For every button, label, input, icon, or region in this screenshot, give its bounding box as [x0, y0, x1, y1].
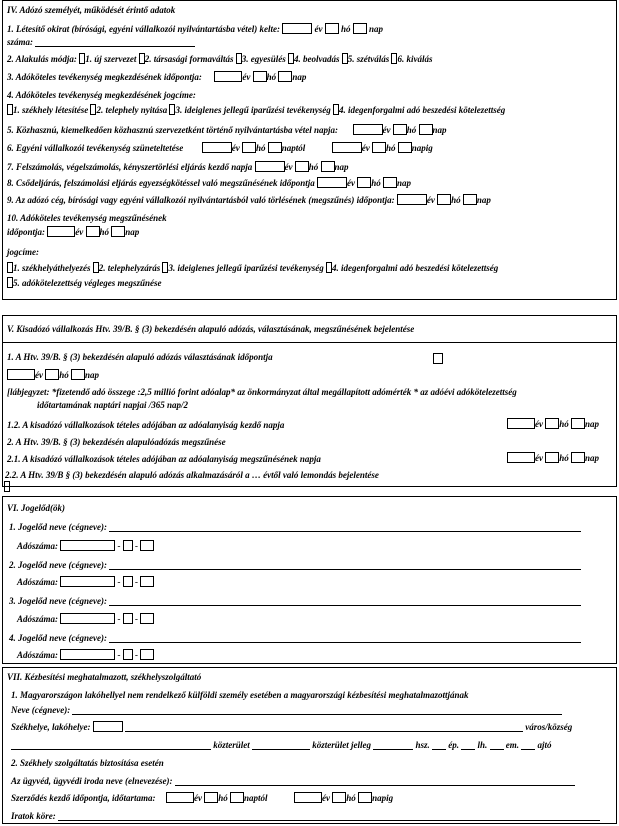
formation-option: 1. új szervezet	[85, 53, 137, 64]
day-box[interactable]	[419, 124, 433, 135]
to-day-unit: napig	[411, 142, 433, 153]
month-box[interactable]	[332, 792, 346, 803]
waiver-checkbox[interactable]	[4, 481, 10, 492]
seat-label: Székhelye, lakóhelye:	[11, 721, 91, 732]
street-name-field[interactable]	[11, 741, 211, 750]
day-unit: nap	[85, 369, 100, 380]
day-unit: nap	[585, 452, 600, 463]
small-tax-choice-checkbox[interactable]	[433, 353, 443, 364]
tax-number-vat-box[interactable]	[123, 576, 133, 587]
row-bankruptcy	[7, 177, 411, 188]
day-box[interactable]	[321, 161, 335, 172]
public-benefit-label: 5. Közhasznú, kiemelkedően közhasznú szervezetként történő nyilvántartásba vétel napja:	[7, 124, 339, 135]
founding-year-box[interactable]	[282, 23, 312, 34]
day-unit: nap	[397, 177, 412, 188]
day-box[interactable]	[111, 226, 125, 237]
building-label: ép.	[448, 739, 460, 750]
day-box[interactable]	[398, 142, 412, 153]
month-unit: hó	[406, 124, 417, 135]
year-box[interactable]	[47, 226, 75, 237]
dash: -	[117, 576, 121, 587]
predecessor-name-row	[9, 595, 581, 606]
documents-field[interactable]	[58, 812, 600, 821]
start-reason-option: 4. idegenforgalmi adó beszedési kötelezettség	[338, 104, 506, 115]
month-box[interactable]	[242, 142, 256, 153]
floor-field[interactable]	[490, 741, 504, 750]
building-field[interactable]	[432, 741, 446, 750]
day-box[interactable]	[463, 194, 477, 205]
predecessor-tax-row	[17, 576, 154, 587]
predecessor-tax-label: Adószáma:	[17, 576, 59, 587]
tax-number-county-box[interactable]	[140, 613, 154, 624]
documents-row	[11, 810, 600, 821]
delivery-agent-name-label: Neve (cégneve):	[11, 704, 71, 715]
formation-option: 5. szétválás	[347, 53, 390, 64]
footnote-line-2: időtartamának naptári napjai /365 nap/2	[37, 400, 189, 410]
floor-label: em.	[505, 739, 520, 750]
delivery-agent-name-row	[11, 704, 562, 715]
day-unit: nap	[292, 71, 307, 82]
month-box[interactable]	[253, 71, 267, 82]
small-tax-end-label: 2. A Htv. 39/B. § (3) bekezdésén alapulóadózás megszűnése	[7, 437, 226, 447]
year-box[interactable]	[7, 369, 35, 380]
predecessor-tax-label: Adószáma:	[17, 613, 59, 624]
formation-label: 2. Alakulás módja:	[7, 53, 77, 64]
year-box[interactable]	[255, 161, 285, 172]
dash: -	[135, 613, 139, 624]
year-unit: év	[347, 177, 355, 188]
section-v-title: V. Kisadózó vállalkozás Htv. 39/B. § (3) bekezdésén alapuló adózás, választásának, megszűnésének bejelentése	[7, 324, 415, 334]
row-activity-start	[7, 71, 306, 82]
row-activity-end-options-2	[7, 277, 161, 288]
tax-number-county-box[interactable]	[140, 576, 154, 587]
contract-label: Szerződés kezdő időpontja, időtartama:	[11, 792, 156, 803]
predecessor-name-label: 3. Jogelőd neve (cégneve):	[9, 595, 107, 606]
month-unit: hó	[59, 369, 69, 380]
predecessor-name-label: 4. Jogelőd neve (cégneve):	[9, 632, 107, 643]
year-unit: év	[284, 161, 293, 172]
year-unit: év	[426, 194, 435, 205]
section-vi-title: VI. Jogelőd(ök)	[7, 503, 65, 513]
delivery-agent-title: 1. Magyarországon lakóhellyel nem rendelkező külföldi személy esetében a magyarországi kézbesítési meghatalmazottjának	[11, 690, 469, 700]
bankruptcy-label: 8. Csődeljárás, felszámolási eljárás egyezségkötéssel való megszűnésének időpontja	[7, 177, 315, 188]
year-unit: év	[361, 142, 370, 153]
section-vii-title: VII. Kézbesítési meghatalmazott, székhelyszolgáltató	[7, 672, 202, 682]
day-box[interactable]	[278, 71, 292, 82]
section-iv	[2, 0, 617, 300]
postal-code-box[interactable]	[93, 721, 123, 732]
month-unit: hó	[99, 226, 110, 237]
from-day-unit: naptól	[244, 792, 268, 803]
founding-month-box[interactable]	[325, 23, 339, 34]
month-unit: hó	[451, 194, 461, 205]
predecessor-tax-label: Adószáma:	[17, 649, 59, 660]
year-unit: év	[231, 142, 240, 153]
month-unit: hó	[308, 161, 319, 172]
suspension-label: 6. Egyéni vállalkozói tevékenység szüneteltetése	[7, 142, 184, 153]
month-unit: hó	[340, 23, 351, 34]
month-unit: hó	[346, 792, 356, 803]
day-box[interactable]	[230, 792, 244, 803]
activity-start-title: 4. Adóköteles tevékenység megkezdésének jogcíme:	[7, 90, 196, 100]
predecessor-name-field[interactable]	[109, 597, 581, 606]
end-reason-option: 5. adókötelezettség végleges megszűnése	[13, 277, 162, 288]
waiver-label: 2.2. A Htv. 39/B § (3) bekezdésén alapuló adózás alkalmazásáról a … évtől való lemondás bejelentése	[5, 470, 379, 480]
address-row	[11, 739, 552, 750]
formation-option: 2. társasági formaváltás	[144, 53, 234, 64]
month-unit: hó	[266, 71, 277, 82]
row-formation	[7, 53, 432, 64]
kata-end-label: 2.1. A kisadózó vállalkozások tételes adójában az adóalanyiság megszűnésének napja	[7, 454, 321, 464]
tax-number-main-box[interactable]	[60, 613, 115, 624]
small-tax-choice-label: 1. A Htv. 39/B. § (3) bekezdésén alapuló adózás választásának időpontja	[7, 352, 273, 362]
door-label: ajtó	[537, 739, 552, 750]
day-box[interactable]	[71, 369, 85, 380]
year-box[interactable]	[332, 142, 362, 153]
year-box[interactable]	[202, 142, 232, 153]
predecessor-name-field[interactable]	[109, 523, 581, 532]
end-reason-option: 3. ideiglenes jellegű iparűzési tevékenység	[168, 262, 324, 273]
predecessor-tax-row	[17, 613, 154, 624]
row-activity-end	[7, 226, 139, 237]
row-founding-doc	[7, 23, 383, 34]
month-box[interactable]	[45, 369, 59, 380]
street-type-field[interactable]	[252, 741, 310, 750]
month-box[interactable]	[295, 161, 309, 172]
start-reason-option: 2. telephely nyitása	[96, 104, 168, 115]
delivery-agent-name-field[interactable]	[72, 706, 562, 715]
formation-option: 4. beolvadás	[293, 53, 340, 64]
year-box[interactable]	[507, 452, 535, 463]
month-box[interactable]	[545, 452, 559, 463]
year-unit: év	[242, 71, 251, 82]
tax-number-county-box[interactable]	[140, 649, 154, 660]
day-unit: nap	[368, 23, 383, 34]
row-small-tax-choice-date	[7, 369, 99, 380]
tax-number-county-box[interactable]	[140, 540, 154, 551]
end-reason-option: 1. székhelyáthelyezés	[13, 262, 91, 273]
dash: -	[135, 649, 139, 660]
end-reason-option: 4. idegenforgalmi adó beszedési kötelezettség	[331, 262, 499, 273]
year-box[interactable]	[294, 792, 322, 803]
door-field[interactable]	[521, 741, 535, 750]
month-unit: hó	[386, 142, 396, 153]
day-box[interactable]	[571, 418, 585, 429]
year-unit: év	[535, 418, 543, 429]
predecessor-tax-row	[17, 649, 154, 660]
year-unit: év	[322, 792, 331, 803]
founding-day-box[interactable]	[353, 23, 367, 34]
formation-option: 6. kiválás	[397, 53, 433, 64]
tax-number-main-box[interactable]	[60, 540, 115, 551]
dash: -	[135, 576, 139, 587]
lawyer-row	[11, 775, 575, 786]
end-reason-option: 2. telephelyzárás	[98, 262, 161, 273]
year-unit: év	[314, 23, 323, 34]
tax-number-vat-box[interactable]	[123, 649, 133, 660]
month-unit: hó	[559, 452, 569, 463]
seat-service-title: 2. Székhely szolgáltatás biztosítása esetén	[11, 758, 164, 768]
tax-number-vat-box[interactable]	[123, 613, 133, 624]
tax-number-main-box[interactable]	[60, 649, 115, 660]
row-liquidation	[7, 161, 349, 172]
stairway-field[interactable]	[461, 741, 475, 750]
footnote-line-1: [lábjegyzet: *fizetendő adó összege :2,5 millió forint adóalap* az önkormányzat által megállapított adómérték * az adóévi adókötelezettség	[7, 387, 517, 397]
delivery-agent-seat-row	[11, 721, 572, 732]
month-box[interactable]	[86, 226, 100, 237]
dash: -	[117, 649, 121, 660]
year-unit: év	[194, 792, 203, 803]
day-box[interactable]	[383, 177, 397, 188]
month-box[interactable]	[393, 124, 407, 135]
month-box[interactable]	[545, 418, 559, 429]
year-unit: év	[35, 369, 43, 380]
house-number-label: hsz.	[415, 739, 430, 750]
month-box[interactable]	[372, 142, 386, 153]
month-unit: hó	[371, 177, 381, 188]
day-box[interactable]	[358, 792, 372, 803]
predecessor-name-field[interactable]	[109, 634, 581, 643]
deletion-label: 9. Az adózó cég, bírósági vagy egyéni vállalkozói nyilvántartásból való törlésének (megszűnés) időpontja:	[7, 194, 395, 205]
month-unit: hó	[559, 418, 569, 429]
row-activity-end-options	[7, 262, 498, 273]
year-box[interactable]	[397, 194, 427, 205]
month-box[interactable]	[437, 194, 451, 205]
predecessor-name-label: 1. Jogelőd neve (cégneve):	[9, 521, 107, 532]
day-box[interactable]	[268, 142, 282, 153]
year-unit: év	[535, 452, 543, 463]
day-unit: nap	[125, 226, 140, 237]
row-activity-start-options	[7, 104, 505, 115]
year-box[interactable]	[214, 71, 242, 82]
house-number-field[interactable]	[373, 741, 413, 750]
predecessor-name-row	[9, 521, 581, 532]
dash: -	[135, 540, 139, 551]
section-vii	[2, 667, 617, 824]
contract-row	[11, 792, 393, 803]
year-box[interactable]	[317, 177, 347, 188]
predecessor-tax-label: Adószáma:	[17, 540, 59, 551]
start-reason-option: 3. ideiglenes jellegű iparűzési tevékenység	[175, 104, 331, 115]
dash: -	[117, 613, 121, 624]
predecessor-name-field[interactable]	[109, 561, 581, 570]
year-unit: év	[382, 124, 391, 135]
start-reason-option: 1. székhely létesítése	[13, 104, 89, 115]
street-label: közterület	[213, 739, 250, 750]
predecessor-tax-row	[17, 540, 154, 551]
activity-end-reason-title: jogcíme:	[7, 247, 39, 257]
from-day-unit: naptól	[281, 142, 306, 153]
row-number	[7, 36, 195, 47]
predecessor-name-row	[9, 559, 581, 570]
activity-start-label: 3. Adóköteles tevékenység megkezdésének időpontja:	[7, 71, 202, 82]
documents-label: Iratok köre:	[11, 810, 56, 821]
lawyer-field[interactable]	[175, 777, 575, 786]
month-box[interactable]	[357, 177, 371, 188]
tax-number-vat-box[interactable]	[123, 540, 133, 551]
section-vi	[2, 496, 617, 664]
predecessor-name-row	[9, 632, 581, 643]
day-unit: nap	[585, 418, 600, 429]
day-box[interactable]	[571, 452, 585, 463]
dash: -	[117, 540, 121, 551]
founding-doc-label: 1. Létesítő okirat (bírósági, egyéni vállalkozói nyilvántartásba vétel) kelte:	[7, 23, 280, 34]
year-unit: év	[75, 226, 84, 237]
street-type-label: közterület jelleg	[312, 739, 372, 750]
row-kata-end-date	[507, 452, 599, 463]
day-unit: nap	[432, 124, 447, 135]
liquidation-label: 7. Felszámolás, végelszámolás, kényszertörlési eljárás kezdő napja	[7, 161, 253, 172]
kata-start-label: 1.2. A kisadózó vállalkozások tételes adójában az adóalanyiság kezdő napja	[7, 420, 285, 430]
month-unit: hó	[218, 792, 228, 803]
row-public-benefit	[7, 124, 447, 135]
section-v	[2, 315, 617, 487]
row-kata-start-date	[507, 418, 599, 429]
city-field[interactable]	[125, 723, 523, 732]
to-day-unit: napig	[372, 792, 394, 803]
activity-end-title: 10. Adóköteles tevékenység megszűnésének	[7, 213, 167, 223]
activity-end-date-label: időpontja:	[7, 226, 46, 237]
number-label: száma:	[7, 36, 34, 47]
year-box[interactable]	[166, 792, 194, 803]
tax-number-main-box[interactable]	[60, 576, 115, 587]
stairway-label: lh.	[477, 739, 488, 750]
row-deletion	[7, 194, 491, 205]
day-unit: nap	[334, 161, 349, 172]
section-iv-title: IV. Adózó személyét, működését érintő adatok	[7, 5, 176, 15]
month-unit: hó	[255, 142, 266, 153]
day-unit: nap	[476, 194, 491, 205]
lawyer-label: Az ügyvéd, ügyvédi iroda neve (elnevezése):	[11, 775, 173, 786]
city-label: város/község	[525, 721, 573, 732]
year-box[interactable]	[507, 418, 535, 429]
formation-option: 3. egyesülés	[241, 53, 286, 64]
predecessor-name-label: 2. Jogelőd neve (cégneve):	[9, 559, 107, 570]
number-field[interactable]	[35, 38, 195, 47]
row-suspension	[7, 142, 433, 153]
year-box[interactable]	[353, 124, 383, 135]
month-box[interactable]	[204, 792, 218, 803]
